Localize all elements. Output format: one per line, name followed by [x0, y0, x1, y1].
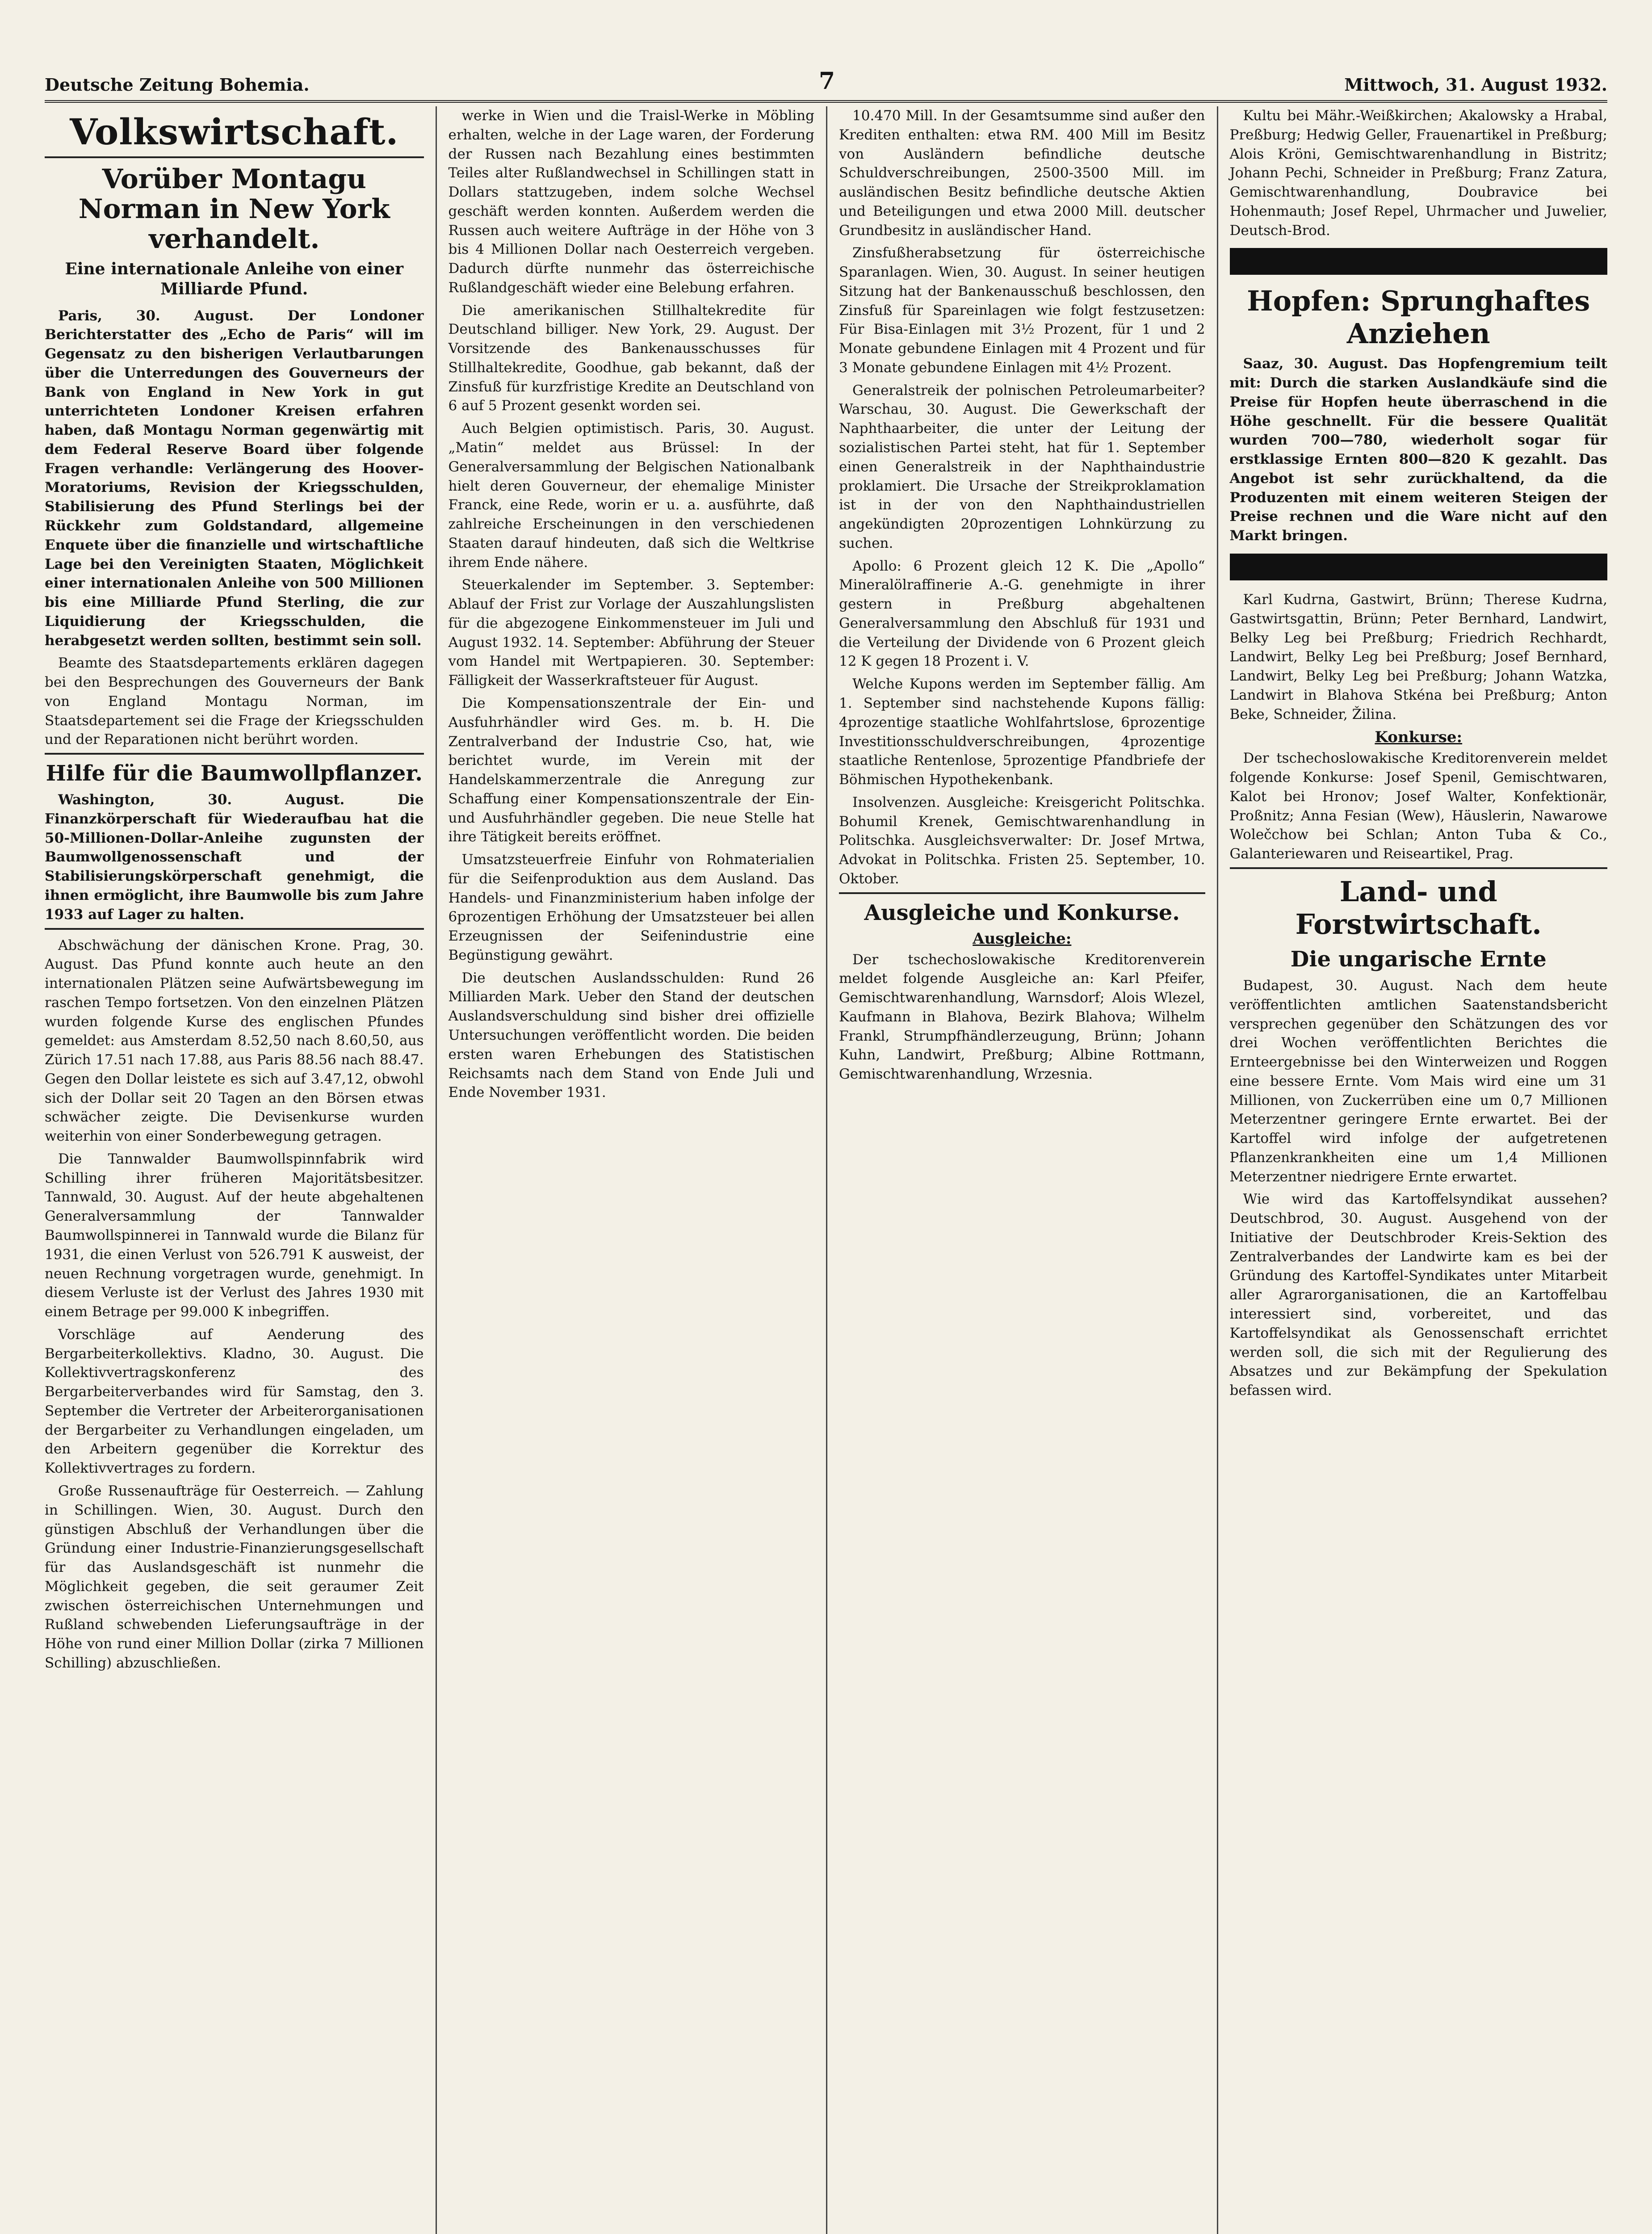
- subheadline: Eine internationale Anleihe von einer Milliarde Pfund.: [65, 259, 404, 298]
- article-headline: Die ungarische Ernte: [1290, 946, 1547, 972]
- article-paragraph: Saaz, 30. August. Das Hopfengremium teilt mit: Durch die starken Auslandkäufe sind die Preise für Hopfen heute überraschend in die Höhe geschnellt. Für die bessere Qualität wurden 700—780, wiederholt sogar für erstklassige Ernten 800—820 K gezahlt. Das Angebot ist sehr zurückhaltend, da die Produzenten mit einem weiteren Steigen der Preise rechnen und die Ware nicht auf den Markt bringen.: [1229, 356, 1607, 544]
- page-columns: [45, 106, 1607, 2234]
- subsection-label: Ausgleiche:: [973, 929, 1072, 948]
- article-headline: Hilfe für die Baumwollpflanzer.: [46, 761, 423, 786]
- article-paragraph: Zinsfußherabsetzung für österreichische Sparanlagen. Wien, 30. August. In seiner heutigen Sitzung hat der Bankenausschuß beschlossen, den Zinsfuß für Spareinlagen wie folgt festzusetzen: Für Bisa-Einlagen mit 3½ Prozent, für 1 und 2 Monate gebundene Einlagen mit 4 Prozent und für 3 Monate gebundene Einlagen mit 4½ Prozent.: [839, 245, 1205, 376]
- article-paragraph: Der tschechoslowakische Kreditorenverein meldet folgende Konkurse: Josef Spenil, Gemischtwaren, Kalot bei Hronov; Josef Walter, Konfektionär, Proßnitz; Anna Fesian (Wew), Häuslerin, Nawarowe Wolečchow bei Schlan; Anton Tuba & Co., Galanteriewaren und Reiseartikel, Prag.: [1229, 750, 1607, 862]
- article-paragraph: Insolvenzen. Ausgleiche: Kreisgericht Politschka. Bohumil Krenek, Gemischtwarenhandlung in Politschka. Ausgleichsverwalter: Dr. Josef Mrtwa, Advokat in Politschka. Fristen 25. September, 10. Oktober.: [839, 794, 1205, 887]
- page-number: 7: [818, 67, 835, 95]
- issue-date: Mittwoch, 31. August 1932.: [1344, 75, 1607, 95]
- article-paragraph: Welche Kupons werden im September fällig. Am 1. September sind nachstehende Kupons fällig: 4prozentige staatliche Wohlfahrtslose, 6prozentige Investitionsschuldverschreibungen, 4prozentige staatliche Rentenlose, 5prozentige Pfandbriefe der Böhmischen Hypothekenbank.: [839, 676, 1205, 788]
- article-paragraph: Generalstreik der polnischen Petroleumarbeiter? Warschau, 30. August. Die Gewerkschaft der Naphthaarbeiter, die unter der Leitung der sozialistischen Partei steht, hat für 1. September einen Generalstreik in der Naphthaindustrie proklamiert. Die Ursache der Streikproklamation ist in der von den Naphthaindustriellen angekündigten 20prozentigen Lohnkürzung zu suchen.: [839, 382, 1205, 551]
- article-paragraph: Paris, 30. August. Der Londoner Berichterstatter des „Echo de Paris“ will im Gegensatz zu den bisherigen Verlautbarungen über die Unterredungen des Gouverneurs der Bank von England in New York in gut unterrichteten Londoner Kreisen erfahren haben, daß Montagu Norman gegenwärtig mit dem Federal Reserve Board über folgende Fragen verhandle: Verlängerung des Hoover-Moratoriums, Revision der Kriegsschulden, Stabilisierung des Pfund Sterlings bei der Rückkehr zum Goldstandard, allgemeine Enquete über die finanzielle und wirtschaftliche Lage bei den Vereinigten Staaten, Möglichkeit einer internationalen Anleihe von 500 Millionen bis eine Milliarde Pfund Sterling, die zur Liquidierung der Kriegsschulden, die herabgesetzt werden sollten, bestimmt sein soll.: [45, 307, 424, 649]
- divider: [839, 892, 1205, 894]
- column-3: [826, 106, 1217, 2234]
- divider: [45, 928, 424, 930]
- article-paragraph: Wie wird das Kartoffelsyndikat aussehen? Deutschbrod, 30. August. Ausgehend von der Initiative der Deutschbroder Kreis-Sektion des Zentralverbandes der Landwirte kam es bei der Gründung des Kartoffel-Syndikates unter Mitarbeit aller Agrarorganisationen, die an Kartoffelbau interessiert sind, vorbereitet, und das Kartoffelsyndikat als Genossenschaft errichtet werden soll, die sich mit der Regulierung des Absatzes und zur Bekämpfung der Spekulation befassen wird.: [1229, 1191, 1607, 1399]
- divider: [45, 156, 424, 158]
- headline: Vorüber Montagu Norman in New York verhandelt.: [78, 164, 390, 255]
- subsection-label: Konkurse:: [1375, 728, 1463, 747]
- article-paragraph: Der tschechoslowakische Kreditorenverein meldet folgende Ausgleiche an: Karl Pfeifer, Gemischtwarenhandlung, Warnsdorf; Alois Wlezel, Kaufmann in Blahova, Bezirk Blahova; Wilhelm Frankl, Strumpfhändlerzeugung, Brünn; Johann Kuhn, Landwirt, Preßburg; Albine Rottmann, Gemischtwarenhandlung, Wrzesnia.: [839, 951, 1205, 1083]
- article-headline: Ausgleiche und Konkurse.: [864, 900, 1180, 925]
- headline: Hopfen: Sprunghaftes Anziehen: [1247, 285, 1590, 350]
- black-separator-bar: [1230, 554, 1608, 580]
- article-paragraph: Steuerkalender im September. 3. September: Ablauf der Frist zur Vorlage der Auszahlungslisten für die abgezogene Einkommensteuer im Juli und August 1932. 14. September: Abführung der Steuer vom Handel mit Wertpapieren. 30. September: Fälligkeit der Wasserkraftsteuer für August.: [448, 577, 814, 689]
- column-2: [436, 106, 826, 2234]
- article-paragraph: Die Tannwalder Baumwollspinnfabrik wird Schilling ihrer früheren Majoritätsbesitzer. Tannwald, 30. August. Auf der heute abgehaltenen Generalversammlung der Tannwalder Baumwollspinnerei in Tannwald wurde die Bilanz für 1931, die einen Verlust von 526.791 K ausweist, der neuen Rechnung vorgetragen wurde, genehmigt. In diesem Verluste ist der Verlust des Jahres 1930 mit einem Betrage per 99.000 K inbegriffen.: [45, 1151, 424, 1320]
- article-paragraph: Apollo: 6 Prozent gleich 12 K. Die „Apollo“ Mineralölraffinerie A.-G. genehmigte in ihrer gestern in Preßburg abgehaltenen Generalversammlung den Abschluß für 1931 und die Verteilung der Dividende von 6 Prozent gleich 12 K gegen 18 Prozent i. V.: [839, 558, 1205, 670]
- article-paragraph: 10.470 Mill. In der Gesamtsumme sind außer den Krediten enthalten: etwa RM. 400 Mill im Besitz von Ausländern befindliche deutsche Schuldverschreibungen, 2500-3500 Mill. im ausländischen Besitz befindliche deutsche Aktien und Beteiligungen und etwa 2000 Mill. deutscher Grundbesitz in ausländischer Hand.: [839, 108, 1205, 239]
- newspaper-title: Deutsche Zeitung Bohemia.: [45, 75, 310, 95]
- article-paragraph: Karl Kudrna, Gastwirt, Brünn; Therese Kudrna, Gastwirtsgattin, Brünn; Peter Bernhard, Landwirt, Belky Leg bei Preßburg; Friedrich Rechhardt, Landwirt, Belky Leg bei Preßburg; Josef Bernhard, Landwirt, Belky Leg bei Preßburg; Johann Watzka, Landwirt in Blahova Stkéna bei Preßburg; Anton Beke, Schneider, Žilina.: [1229, 592, 1607, 722]
- article-paragraph: Die Kompensationszentrale der Ein- und Ausfuhrhändler wird Ges. m. b. H. Die Zentralverband der Industrie Cso, hat, wie berichtet wurde, im Verein mit der Handelskammerzentrale die Anregung zur Schaffung einer Kompensationszentrale der Ein- und Ausfuhrhändler gegeben. Die neue Stelle hat ihre Tätigkeit bereits eröffnet.: [448, 695, 814, 845]
- section-headline: Land- und Forstwirtschaft.: [1295, 875, 1542, 941]
- article-paragraph: Auch Belgien optimistisch. Paris, 30. August. „Matin“ meldet aus Brüssel: In der Generalversammlung der Belgischen Nationalbank hielt deren Gouverneur, der ehemalige Minister Franck, eine Rede, worin er u. a. ausführte, daß zahlreiche Erscheinungen in den verschiedenen Staaten darauf hindeuten, daß sich die Weltkrise ihrem Ende nähere.: [448, 420, 814, 571]
- article-paragraph: Die deutschen Auslandsschulden: Rund 26 Milliarden Mark. Ueber den Stand der deutschen Auslandsverschuldung sind bisher drei offizielle Untersuchungen veröffentlicht worden. Die beiden ersten waren Erhebungen des Statistischen Reichsamts nach dem Stand von Ende Juli und Ende November 1931.: [448, 970, 814, 1101]
- article-paragraph: Abschwächung der dänischen Krone. Prag, 30. August. Das Pfund konnte auch heute an den internationalen Plätzen seine Aufwärtsbewegung im raschen Tempo fortsetzen. Von den einzelnen Plätzen wurden folgende Kurse des englischen Pfundes gemeldet: aus Amsterdam 8.52,50 nach 8.60,50, aus Zürich 17.51 nach 17.88, aus Paris 88.56 nach 88.47. Gegen den Dollar leistete es sich auf 3.47,12, obwohl sich der Dollar seit 20 Tagen an den Börsen etwas schwächer zeigte. Die Devisenkurse wurden weiterhin von einer Sonderbewegung getragen.: [45, 937, 424, 1145]
- section-title: Volkswirtschaft.: [70, 111, 399, 153]
- article-paragraph: Washington, 30. August. Die Finanzkörperschaft für Wiederaufbau hat die 50-Millionen-Dollar-Anleihe zugunsten der Baumwollgenossenschaft und der Stabilisierungskörperschaft genehmigt, die ihnen ermöglicht, ihre Baumwolle bis zum Jahre 1933 auf Lager zu halten.: [45, 792, 424, 923]
- divider: [45, 753, 424, 755]
- black-separator-bar: [1230, 248, 1608, 275]
- article-paragraph: Kultu bei Mähr.-Weißkirchen; Akalowsky a Hrabal, Preßburg; Hedwig Geller, Frauenartikel in Preßburg; Alois Kröni, Gemischtwarenhandlung in Bistritz; Johann Pechi, Schneider in Preßburg; Franz Zatura, Gemischtwarenhandlung, Doubravice bei Hohenmauth; Josef Repel, Uhrmacher und Juwelier, Deutsch-Brod.: [1229, 108, 1607, 239]
- article-paragraph: Beamte des Staatsdepartements erklären dagegen bei den Besprechungen des Gouverneurs der Bank von England Montagu Norman, im Staatsdepartement sei die Frage der Kriegsschulden und der Reparationen nicht berührt worden.: [45, 655, 424, 748]
- article-paragraph: Budapest, 30. August. Nach dem heute veröffentlichten amtlichen Saatenstandsbericht versprechen gegenüber den Schätzungen des vor drei Wochen veröffentlichten Berichtes die Ernteergebnisse bei den Winterweizen und Roggen eine bessere Ernte. Vom Mais wird eine um 31 Millionen, von Zuckerrüben eine um 0,7 Millionen Meterzentner geringere Ernte erwartet. Bei der Kartoffel wird infolge der aufgetretenen Pflanzenkrankheiten eine um 1,4 Millionen Meterzentner niedrigere Ernte erwartet.: [1229, 977, 1607, 1185]
- article-paragraph: Die amerikanischen Stillhaltekredite für Deutschland billiger. New York, 29. August. Der Vorsitzende des Bankenausschusses für Stillhaltekredite, Goodhue, gab bekannt, daß der Zinsfuß für kurzfristige Kredite an Deutschland von 6 auf 5 Prozent gesenkt worden sei.: [448, 302, 814, 414]
- divider: [1230, 867, 1608, 869]
- article-paragraph: Umsatzsteuerfreie Einfuhr von Rohmaterialien für die Seifenproduktion aus dem Ausland. Das Handels- und Finanzministerium haben infolge der 6prozentigen Erhöhung der Umsatzsteuer bei allen Erzeugnissen der Seifenindustrie eine Begünstigung gewährt.: [448, 852, 814, 963]
- article-paragraph: Vorschläge auf Aenderung des Bergarbeiterkollektivs. Kladno, 30. August. Die Kollektivvertragskonferenz des Bergarbeiterverbandes wird für Samstag, den 3. September die Vertreter der Arbeiterorganisationen der Bergarbeiter zu Verhandlungen eingeladen, um den Arbeitern gegenüber die Korrektur des Kollektivvertrages zu fordern.: [45, 1326, 424, 1477]
- article-paragraph: Große Russenaufträge für Oesterreich. — Zahlung in Schillingen. Wien, 30. August. Durch den günstigen Abschluß der Verhandlungen über die Gründung einer Industrie-Finanzierungsgesellschaft für das Auslandsgeschäft ist nunmehr die Möglichkeit gegeben, die seit geraumer Zeit zwischen österreichischen Unternehmungen und Rußland schwebenden Lieferungsaufträge in der Höhe von rund einer Million Dollar (zirka 7 Millionen Schilling) abzuschließen.: [45, 1482, 424, 1671]
- column-4: [1217, 106, 1608, 2234]
- column-1: [45, 106, 436, 2234]
- article-paragraph: werke in Wien und die Traisl-Werke in Möbling erhalten, welche in der Lage waren, der Forderung der Russen nach Bezahlung eines bestimmten Teiles alter Rußlandwechsel in Schillingen statt in Dollars stattzugeben, indem solche Wechsel geschäft werden konnten. Außerdem werden die Russen auch weitere Aufträge in der Höhe von 3 bis 4 Millionen Dollar nach Oesterreich vergeben. Dadurch dürfte nunmehr das österreichische Rußlandgeschäft wieder eine Belebung erfahren.: [448, 108, 814, 296]
- page-header: [45, 63, 1607, 103]
